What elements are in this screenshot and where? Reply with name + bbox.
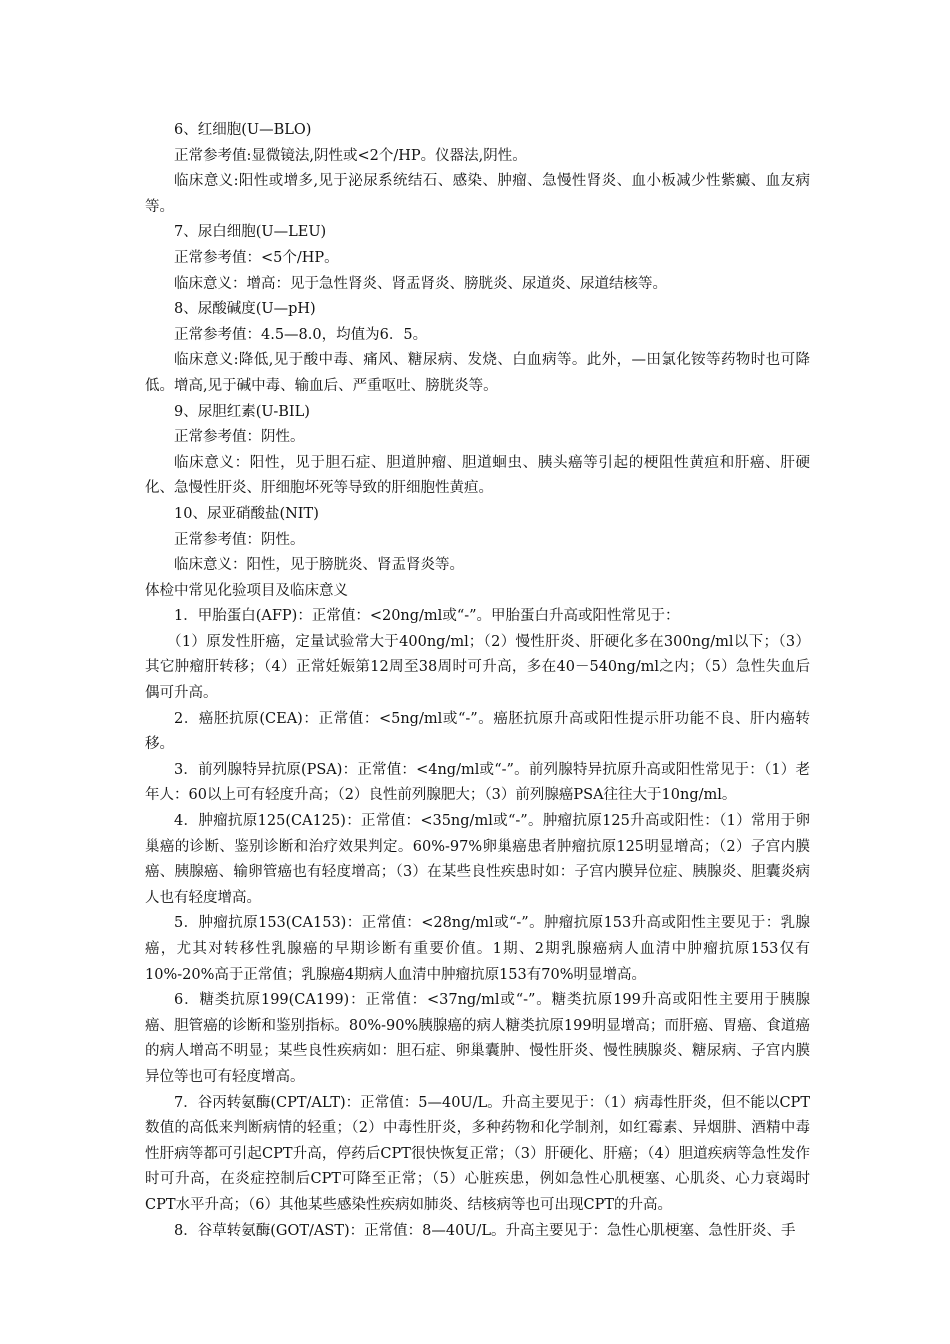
- section-heading-bilirubin: 9、尿胆红素(U-BIL): [174, 403, 310, 420]
- normal-value-paragraph: 正常参考值：阴性。: [174, 531, 305, 548]
- item-ca153: 5．肿瘤抗原153(CA153)：正常值：<28ng/ml或“-”。肿瘤抗原153升高或阳性主要见于：乳腺癌，尤其对转移性乳腺癌的早期诊断有重要价值。1期、2期乳腺癌病人血清中肿瘤抗原153仅有10%-20%高于正常值；乳腺癌4期病人血清中肿瘤抗原153有70%明显增高。: [145, 915, 810, 983]
- section-title: 体检中常见化验项目及临床意义: [145, 582, 348, 599]
- item-ca125: 4．肿瘤抗原125(CA125)：正常值：<35ng/ml或“-”。肿瘤抗原125升高或阳性：（1）常用于卵巢癌的诊断、鉴别诊断和治疗效果判定。60%-97%卵巢癌患者肿瘤抗原125明显增高；（2）子宫内膜癌、胰腺癌、输卵管癌也有轻度增高；（3）在某些良性疾患时如：子宫内膜异位症、胰腺炎、胆囊炎病人也有轻度增高。: [145, 813, 810, 906]
- normal-value-paragraph: 正常参考值：阴性。: [174, 429, 305, 446]
- item-alt: 7．谷丙转氨酶(CPT/ALT)：正常值：5—40U/L。升高主要见于：（1）病毒性肝炎，但不能以CPT数值的高低来判断病情的轻重；（2）中毒性肝炎，多种药物和化学制剂，如红霉素、异烟肼、酒精中毒性肝病等都可引起CPT升高，停药后CPT很快恢复正常；（3）肝硬化、肝癌；（4）胆道疾病等急性发作时可升高，在炎症控制后CPT可降至正常；（5）心脏疾患，例如急性心肌梗塞、心肌炎、心力衰竭时CPT水平升高；（6）其他某些感染性疾病如肺炎、结核病等也可出现CPT的升高。: [145, 1094, 810, 1213]
- item-ast: 8．谷草转氨酶(GOT/AST)：正常值：8—40U/L。升高主要见于：急性心肌梗塞、急性肝炎、手: [174, 1222, 796, 1239]
- section-heading-red-blood-cells: 6、红细胞(U—BLO): [174, 122, 312, 138]
- normal-value-paragraph: 正常参考值：4.5—8.0，均值为6．5。: [174, 326, 428, 343]
- clinical-meaning-paragraph: 临床意义：阳性，见于膀胱炎、肾盂肾炎等。: [174, 557, 464, 574]
- clinical-meaning-paragraph: 临床意义:阳性或增多,见于泌尿系统结石、感染、肿瘤、急慢性肾炎、血小板减少性紫癜、血友病等。: [145, 173, 810, 215]
- item-ca199: 6．糖类抗原199(CA199)：正常值：<37ng/ml或“-”。糖类抗原199升高或阳性主要用于胰腺癌、胆管癌的诊断和鉴别指标。80%-90%胰腺癌的病人糖类抗原199明显增高；而肝癌、胃癌、食道癌的病人增高不明显；某些良性疾病如：胆石症、卵巢囊肿、慢性肝炎、慢性胰腺炎、糖尿病、子宫内膜异位等也可有轻度增高。: [145, 992, 810, 1085]
- item-psa: 3．前列腺特异抗原(PSA)：正常值：<4ng/ml或“-”。前列腺特异抗原升高或阳性常见于：（1）老年人：60以上可有轻度升高；（2）良性前列腺肥大；（3）前列腺癌PSA往往大于10ng/ml。: [145, 761, 810, 804]
- section-heading-white-blood-cells: 7、尿白细胞(U—LEU): [174, 224, 327, 241]
- clinical-meaning-paragraph: 临床意义：阳性，见于胆石症、胆道肿瘤、胆道蛔虫、胰头癌等引起的梗阻性黄疸和肝癌、肝硬化、急慢性肝炎、肝细胞坏死等导致的肝细胞性黄疸。: [145, 454, 810, 497]
- clinical-meaning-paragraph: 临床意义：增高：见于急性肾炎、肾盂肾炎、膀胱炎、尿道炎、尿道结核等。: [174, 275, 667, 292]
- item-afp: 1．甲胎蛋白(AFP)：正常值：<20ng/ml或“-”。甲胎蛋白升高或阳性常见于：: [174, 608, 680, 625]
- normal-value-paragraph: 正常参考值:显微镜法,阴性或<2个/HP。仪器法,阴性。: [174, 147, 527, 164]
- section-heading-nitrite: 10、尿亚硝酸盐(NIT): [174, 505, 319, 522]
- section-heading-urine-ph: 8、尿酸碱度(U—pH): [174, 301, 316, 318]
- item-afp-details: （1）原发性肝癌，定量试验常大于400ng/ml；（2）慢性肝炎、肝硬化多在300ng/ml以下；（3）其它肿瘤肝转移；（4）正常妊娠第12周至38周时可升高，多在40－540ng/ml之内；（5）急性失血后偶可升高。: [145, 633, 810, 702]
- clinical-meaning-paragraph: 临床意义:降低,见于酸中毒、痛风、糖尿病、发烧、白血病等。此外，—田氯化铵等药物时也可降低。增高,见于碱中毒、输血后、严重呕吐、膀胱炎等。: [145, 352, 810, 394]
- document-page: [145, 118, 810, 1244]
- item-cea: 2．癌胚抗原(CEA)：正常值：<5ng/ml或“-”。癌胚抗原升高或阳性提示肝功能不良、肝内癌转移。: [145, 710, 810, 753]
- normal-value-paragraph: 正常参考值：<5个/HP。: [174, 249, 339, 266]
